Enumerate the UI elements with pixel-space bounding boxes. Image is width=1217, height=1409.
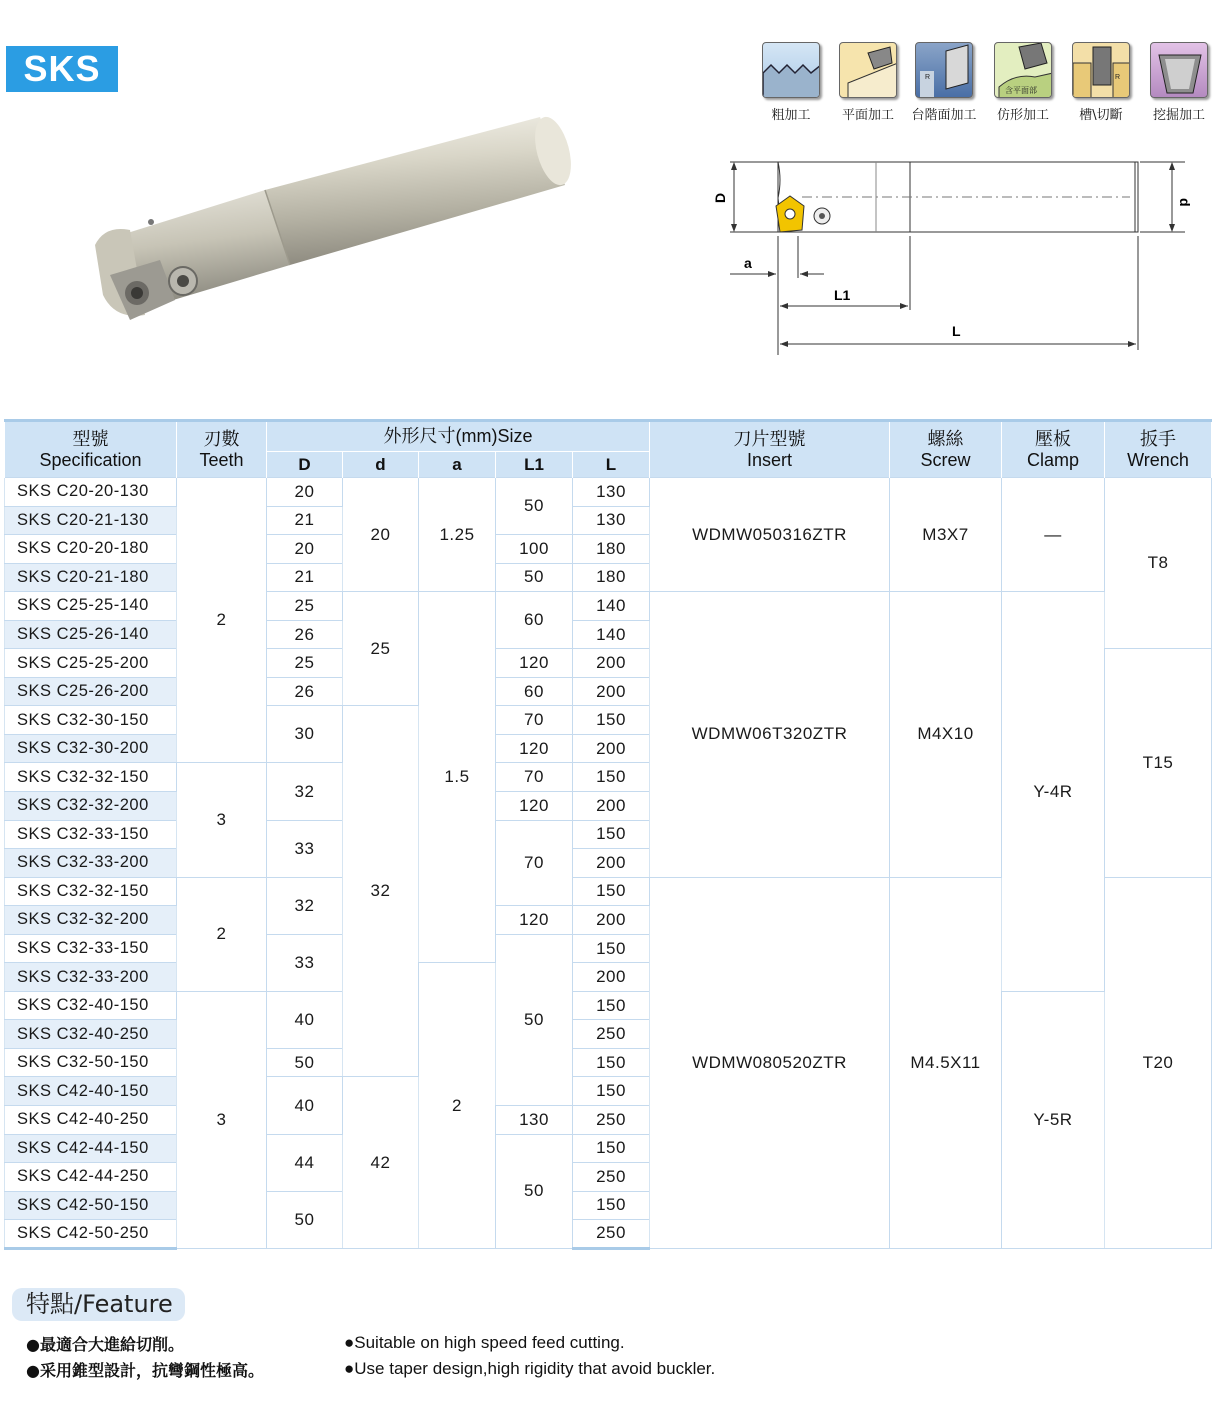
operations-bar xyxy=(755,42,1215,132)
D-cell: 32 xyxy=(267,877,343,934)
spec-cell: SKS C42-44-250 xyxy=(5,1163,177,1192)
L-cell: 150 xyxy=(573,820,650,849)
header-size: 外形尺寸(mm)Size xyxy=(267,421,650,452)
spec-cell: SKS C42-50-250 xyxy=(5,1220,177,1249)
L1-cell: 120 xyxy=(496,792,573,821)
spec-cell: SKS C32-40-150 xyxy=(5,991,177,1020)
wrench-cell: T8 xyxy=(1105,478,1212,649)
D-cell: 40 xyxy=(267,1077,343,1134)
L-cell: 250 xyxy=(573,1020,650,1049)
header-spec: 型號 Specification xyxy=(5,421,177,478)
insert-cell: WDMW050316ZTR xyxy=(650,478,890,592)
D-cell: 26 xyxy=(267,620,343,649)
wrench-cell: T20 xyxy=(1105,877,1212,1248)
spec-cell: SKS C20-21-180 xyxy=(5,563,177,592)
spec-cell: SKS C25-26-140 xyxy=(5,620,177,649)
wrench-cell: T15 xyxy=(1105,649,1212,877)
L-cell: 200 xyxy=(573,677,650,706)
L1-cell: 120 xyxy=(496,734,573,763)
D-cell: 33 xyxy=(267,820,343,877)
slotting-icon xyxy=(1073,43,1130,98)
L-cell: 150 xyxy=(573,1077,650,1106)
D-cell: 21 xyxy=(267,563,343,592)
spec-cell: SKS C20-20-180 xyxy=(5,535,177,564)
L1-cell: 50 xyxy=(496,563,573,592)
svg-text:L1: L1 xyxy=(834,287,851,303)
operation-slot: R 槽\切斷 xyxy=(1065,42,1137,123)
insert-cell: WDMW06T320ZTR xyxy=(650,592,890,877)
header-insert: 刀片型號 Insert xyxy=(650,421,890,478)
operation-profile: 含平面部 仿形加工 xyxy=(987,42,1059,123)
D-cell: 26 xyxy=(267,677,343,706)
insert-cell: WDMW080520ZTR xyxy=(650,877,890,1248)
L1-cell: 50 xyxy=(496,478,573,535)
L1-cell: 130 xyxy=(496,1106,573,1135)
header-a: a xyxy=(419,452,496,478)
L1-cell: 60 xyxy=(496,677,573,706)
clamp-cell: Y-4R xyxy=(1002,592,1105,992)
L-cell: 150 xyxy=(573,1191,650,1220)
D-cell: 25 xyxy=(267,649,343,678)
d-cell: 20 xyxy=(343,478,419,592)
L-cell: 200 xyxy=(573,792,650,821)
L-cell: 150 xyxy=(573,991,650,1020)
svg-text:D: D xyxy=(712,192,728,203)
operation-shoulder: R 台階面加工 xyxy=(908,42,980,123)
L-cell: 140 xyxy=(573,592,650,621)
profile-milling-icon xyxy=(995,43,1052,98)
teeth-cell: 3 xyxy=(177,763,267,877)
screw-cell: M4X10 xyxy=(890,592,1002,877)
spec-cell: SKS C32-32-200 xyxy=(5,792,177,821)
L-cell: 200 xyxy=(573,649,650,678)
screw-cell: M3X7 xyxy=(890,478,1002,592)
spec-table xyxy=(4,419,1212,1250)
L-cell: 250 xyxy=(573,1106,650,1135)
L-cell: 150 xyxy=(573,934,650,963)
D-cell: 33 xyxy=(267,934,343,991)
spec-cell: SKS C32-30-150 xyxy=(5,706,177,735)
L1-cell: 120 xyxy=(496,906,573,935)
svg-text:d: d xyxy=(1177,198,1193,207)
brand-badge: SKS xyxy=(6,46,118,92)
svg-text:L: L xyxy=(952,323,961,339)
face-milling-icon xyxy=(840,43,897,98)
svg-text:含平面部: 含平面部 xyxy=(1005,86,1037,95)
spec-cell: SKS C20-21-130 xyxy=(5,506,177,535)
D-cell: 32 xyxy=(267,763,343,820)
rough-machining-icon xyxy=(763,43,820,98)
L-cell: 200 xyxy=(573,963,650,992)
L1-cell: 60 xyxy=(496,592,573,649)
D-cell: 25 xyxy=(267,592,343,621)
feature-list-zh xyxy=(26,1332,264,1384)
spec-cell: SKS C32-33-150 xyxy=(5,934,177,963)
feature-item: ●Suitable on high speed feed cutting. xyxy=(344,1333,625,1352)
L-cell: 180 xyxy=(573,535,650,564)
spec-cell: SKS C32-32-150 xyxy=(5,877,177,906)
L-cell: 130 xyxy=(573,506,650,535)
svg-text:a: a xyxy=(744,255,752,271)
screw-cell: M4.5X11 xyxy=(890,877,1002,1248)
header-wrench: 扳手 Wrench xyxy=(1105,421,1212,478)
feature-list-en xyxy=(344,1330,715,1382)
teeth-cell: 3 xyxy=(177,991,267,1248)
D-cell: 20 xyxy=(267,478,343,507)
spec-cell: SKS C32-32-150 xyxy=(5,763,177,792)
D-cell: 30 xyxy=(267,706,343,763)
shoulder-milling-icon xyxy=(916,43,973,98)
spec-cell: SKS C32-30-200 xyxy=(5,734,177,763)
L-cell: 250 xyxy=(573,1220,650,1249)
spec-cell: SKS C25-26-200 xyxy=(5,677,177,706)
spec-cell: SKS C20-20-130 xyxy=(5,478,177,507)
header-screw: 螺絲 Screw xyxy=(890,421,1002,478)
L-cell: 200 xyxy=(573,849,650,878)
D-cell: 40 xyxy=(267,991,343,1048)
L-cell: 150 xyxy=(573,763,650,792)
operation-face: 平面加工 xyxy=(832,42,904,123)
teeth-cell: 2 xyxy=(177,478,267,763)
svg-text:R: R xyxy=(925,74,931,81)
operation-rough: 粗加工 xyxy=(755,42,827,123)
spec-cell: SKS C32-33-200 xyxy=(5,849,177,878)
feature-item: ●最適合大進給切削。 xyxy=(26,1335,184,1354)
product-image xyxy=(85,105,585,345)
L1-cell: 120 xyxy=(496,649,573,678)
teeth-cell: 2 xyxy=(177,877,267,991)
L-cell: 130 xyxy=(573,478,650,507)
svg-text:R: R xyxy=(1115,74,1121,81)
spec-cell: SKS C32-33-150 xyxy=(5,820,177,849)
L-cell: 150 xyxy=(573,1134,650,1163)
spec-cell: SKS C32-50-150 xyxy=(5,1048,177,1077)
L1-cell: 100 xyxy=(496,535,573,564)
d-cell: 42 xyxy=(343,1077,419,1248)
D-cell: 21 xyxy=(267,506,343,535)
D-cell: 44 xyxy=(267,1134,343,1191)
spec-cell: SKS C32-33-200 xyxy=(5,963,177,992)
header-L1: L1 xyxy=(496,452,573,478)
pocketing-icon xyxy=(1151,43,1208,98)
header-teeth: 刃數 Teeth xyxy=(177,421,267,478)
d-cell: 25 xyxy=(343,592,419,706)
L-cell: 150 xyxy=(573,1048,650,1077)
a-cell: 2 xyxy=(419,963,496,1248)
spec-cell: SKS C32-32-200 xyxy=(5,906,177,935)
operation-pocket: 挖掘加工 xyxy=(1143,42,1215,123)
clamp-cell: — xyxy=(1002,478,1105,592)
L-cell: 140 xyxy=(573,620,650,649)
L1-cell: 70 xyxy=(496,763,573,792)
dimension-diagram xyxy=(710,150,1210,365)
L-cell: 150 xyxy=(573,877,650,906)
L1-cell: 50 xyxy=(496,1134,573,1248)
L-cell: 200 xyxy=(573,734,650,763)
feature-title: 特點/Feature xyxy=(12,1288,185,1321)
d-cell: 32 xyxy=(343,706,419,1077)
L-cell: 180 xyxy=(573,563,650,592)
spec-cell: SKS C25-25-200 xyxy=(5,649,177,678)
a-cell: 1.5 xyxy=(419,592,496,963)
header-clamp: 壓板 Clamp xyxy=(1002,421,1105,478)
spec-cell: SKS C42-40-150 xyxy=(5,1077,177,1106)
spec-cell: SKS C42-44-150 xyxy=(5,1134,177,1163)
header-d: d xyxy=(343,452,419,478)
L-cell: 200 xyxy=(573,906,650,935)
a-cell: 1.25 xyxy=(419,478,496,592)
D-cell: 50 xyxy=(267,1191,343,1248)
L1-cell: 70 xyxy=(496,706,573,735)
spec-cell: SKS C42-40-250 xyxy=(5,1106,177,1135)
feature-item: ●Use taper design,high rigidity that avoid buckler. xyxy=(344,1359,716,1378)
L-cell: 250 xyxy=(573,1163,650,1192)
spec-cell: SKS C32-40-250 xyxy=(5,1020,177,1049)
L-cell: 150 xyxy=(573,706,650,735)
L1-cell: 70 xyxy=(496,820,573,906)
spec-cell: SKS C42-50-150 xyxy=(5,1191,177,1220)
spec-cell: SKS C25-25-140 xyxy=(5,592,177,621)
D-cell: 20 xyxy=(267,535,343,564)
header-D: D xyxy=(267,452,343,478)
D-cell: 50 xyxy=(267,1048,343,1077)
feature-item: ●采用錐型設計，抗彎鋼性極高。 xyxy=(26,1361,264,1380)
header-L: L xyxy=(573,452,650,478)
clamp-cell: Y-5R xyxy=(1002,991,1105,1248)
L1-cell: 50 xyxy=(496,934,573,1105)
